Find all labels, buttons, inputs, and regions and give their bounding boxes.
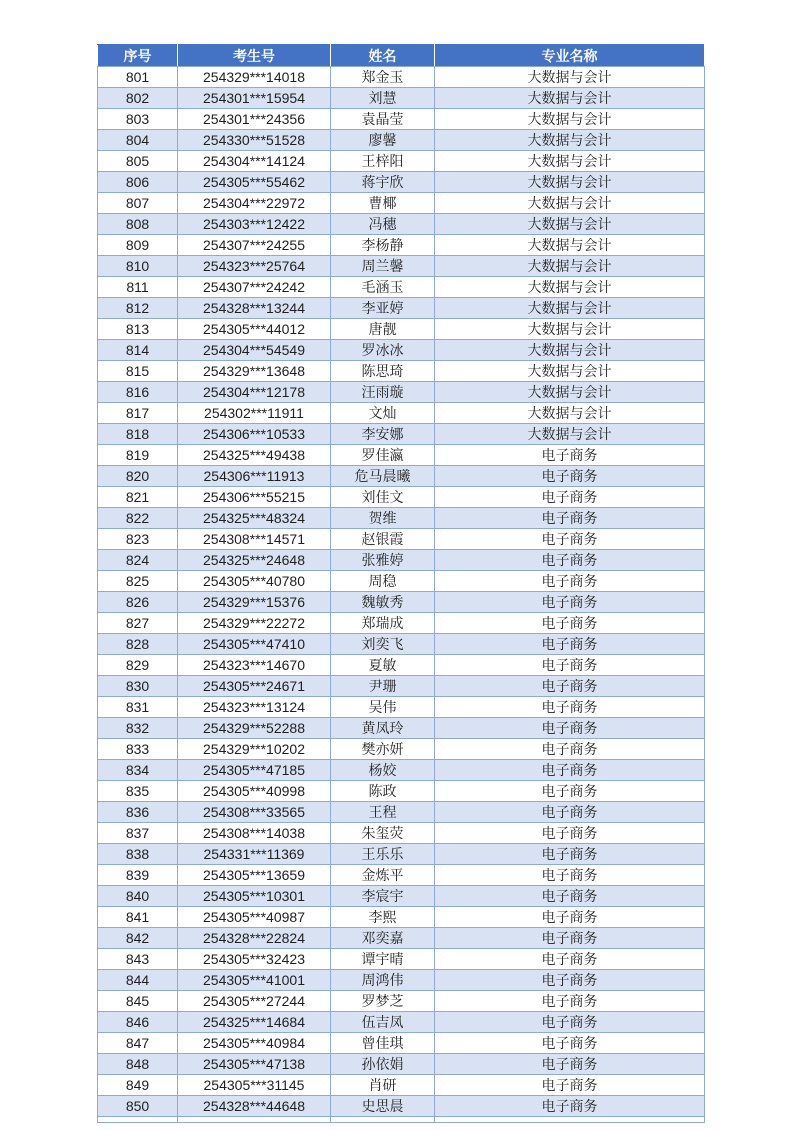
table-row bbox=[98, 361, 705, 382]
cell-serial-no: 805 bbox=[98, 151, 178, 172]
cell-major: 电子商务 bbox=[435, 1075, 705, 1096]
table-row bbox=[98, 970, 705, 991]
cell-serial-no: 835 bbox=[98, 781, 178, 802]
table-row bbox=[98, 508, 705, 529]
cell-serial-no: 814 bbox=[98, 340, 178, 361]
table-row bbox=[98, 277, 705, 298]
cell-serial-no: 838 bbox=[98, 844, 178, 865]
cell-candidate-id: 254305***47138 bbox=[178, 1054, 331, 1075]
cell-name: 曹椰 bbox=[331, 193, 435, 214]
table-row bbox=[98, 991, 705, 1012]
cell-candidate-id: 254306***10533 bbox=[178, 424, 331, 445]
cell-candidate-id: 254329***22272 bbox=[178, 613, 331, 634]
cell-serial-no: 840 bbox=[98, 886, 178, 907]
cell-candidate-id: 254305***27244 bbox=[178, 991, 331, 1012]
cell-candidate-id: 254325***14684 bbox=[178, 1012, 331, 1033]
header-cell-major: 专业名称 bbox=[435, 45, 705, 67]
cell-serial-no: 808 bbox=[98, 214, 178, 235]
candidate-list-table bbox=[97, 44, 705, 1123]
cell-major: 电子商务 bbox=[435, 508, 705, 529]
cell-name: 尹珊 bbox=[331, 676, 435, 697]
table-row bbox=[98, 676, 705, 697]
cell-name: 曾佳琪 bbox=[331, 1033, 435, 1054]
cell-candidate-id: 254305***40987 bbox=[178, 907, 331, 928]
cell-serial-no: 822 bbox=[98, 508, 178, 529]
table-body bbox=[98, 67, 705, 1123]
cell-major: 电子商务 bbox=[435, 865, 705, 886]
cell-serial-no: 812 bbox=[98, 298, 178, 319]
cell-serial-no: 843 bbox=[98, 949, 178, 970]
cell-candidate-id: 254330***51528 bbox=[178, 130, 331, 151]
cell-serial-no: 848 bbox=[98, 1054, 178, 1075]
cell-name: 李亚婷 bbox=[331, 298, 435, 319]
cell-major: 电子商务 bbox=[435, 487, 705, 508]
cell-candidate-id: 254308***14038 bbox=[178, 823, 331, 844]
cell-serial-no: 850 bbox=[98, 1096, 178, 1117]
cell-candidate-id: 254305***32423 bbox=[178, 949, 331, 970]
cell-major: 电子商务 bbox=[435, 676, 705, 697]
cell-serial-no: 827 bbox=[98, 613, 178, 634]
cell-major: 电子商务 bbox=[435, 697, 705, 718]
cell-candidate-id: 254323***13124 bbox=[178, 697, 331, 718]
table-row bbox=[98, 172, 705, 193]
cell-candidate-id: 254305***40984 bbox=[178, 1033, 331, 1054]
cell-serial-no: 806 bbox=[98, 172, 178, 193]
cell-name: 文灿 bbox=[331, 403, 435, 424]
cell-serial-no: 839 bbox=[98, 865, 178, 886]
cell-name: 李安娜 bbox=[331, 424, 435, 445]
cell-name: 陈政 bbox=[331, 781, 435, 802]
cell-name: 刘慧 bbox=[331, 88, 435, 109]
cell-major: 电子商务 bbox=[435, 823, 705, 844]
table-row bbox=[98, 340, 705, 361]
cell-name: 王梓阳 bbox=[331, 151, 435, 172]
cell-major: 电子商务 bbox=[435, 634, 705, 655]
table-row-clipped-partial bbox=[98, 1117, 705, 1123]
cell-major: 电子商务 bbox=[435, 529, 705, 550]
cell-candidate-id: 254306***11913 bbox=[178, 466, 331, 487]
cell-candidate-id: 254328***13244 bbox=[178, 298, 331, 319]
table-row bbox=[98, 928, 705, 949]
table-row bbox=[98, 823, 705, 844]
cell-name: 郑金玉 bbox=[331, 67, 435, 88]
cell-name: 王程 bbox=[331, 802, 435, 823]
cell-major: 电子商务 bbox=[435, 718, 705, 739]
cell-candidate-id: 254304***54549 bbox=[178, 340, 331, 361]
cell-major: 电子商务 bbox=[435, 949, 705, 970]
cell-serial-no: 844 bbox=[98, 970, 178, 991]
cell-major: 电子商务 bbox=[435, 445, 705, 466]
cell-name: 谭宇晴 bbox=[331, 949, 435, 970]
table-row bbox=[98, 88, 705, 109]
cell-candidate-id: 254329***14018 bbox=[178, 67, 331, 88]
cell-name: 唐靓 bbox=[331, 319, 435, 340]
cell-major: 电子商务 bbox=[435, 739, 705, 760]
cell-candidate-id: 254305***13659 bbox=[178, 865, 331, 886]
cell-serial-no: 801 bbox=[98, 67, 178, 88]
cell-major: 电子商务 bbox=[435, 907, 705, 928]
cell-candidate-id: 254305***24671 bbox=[178, 676, 331, 697]
table-row bbox=[98, 802, 705, 823]
cell-candidate-id: 254305***31145 bbox=[178, 1075, 331, 1096]
table-row bbox=[98, 130, 705, 151]
cell-name: 邓奕嘉 bbox=[331, 928, 435, 949]
cell-major: 电子商务 bbox=[435, 466, 705, 487]
cell-major: 电子商务 bbox=[435, 928, 705, 949]
table-row bbox=[98, 613, 705, 634]
cell-serial-no: 832 bbox=[98, 718, 178, 739]
cell-name: 李杨静 bbox=[331, 235, 435, 256]
cell-candidate-id: 254308***14571 bbox=[178, 529, 331, 550]
cell-major: 大数据与会计 bbox=[435, 235, 705, 256]
cell-major: 大数据与会计 bbox=[435, 67, 705, 88]
cell-name: 周鸿伟 bbox=[331, 970, 435, 991]
cell-serial-no: 830 bbox=[98, 676, 178, 697]
cell-candidate-id: 254328***22824 bbox=[178, 928, 331, 949]
cell-major: 电子商务 bbox=[435, 760, 705, 781]
cell-serial-no: 829 bbox=[98, 655, 178, 676]
cell-name: 蒋宇欣 bbox=[331, 172, 435, 193]
cell-major: 大数据与会计 bbox=[435, 424, 705, 445]
cell-candidate-id: 254325***49438 bbox=[178, 445, 331, 466]
cell-major: 大数据与会计 bbox=[435, 130, 705, 151]
cell-candidate-id: 254304***12178 bbox=[178, 382, 331, 403]
cell-name: 孙依娟 bbox=[331, 1054, 435, 1075]
cell-name: 黄凤玲 bbox=[331, 718, 435, 739]
cell-candidate-id: 254306***55215 bbox=[178, 487, 331, 508]
table-row bbox=[98, 67, 705, 88]
cell-name: 李宸宇 bbox=[331, 886, 435, 907]
cell-name: 伍吉凤 bbox=[331, 1012, 435, 1033]
table-row bbox=[98, 529, 705, 550]
cell-serial-no: 818 bbox=[98, 424, 178, 445]
table-row bbox=[98, 1033, 705, 1054]
cell-serial-no: 823 bbox=[98, 529, 178, 550]
cell-name: 金炼平 bbox=[331, 865, 435, 886]
cell-major bbox=[435, 1117, 705, 1123]
table-row bbox=[98, 571, 705, 592]
cell-serial-no: 836 bbox=[98, 802, 178, 823]
cell-candidate-id: 254305***40780 bbox=[178, 571, 331, 592]
cell-major: 电子商务 bbox=[435, 655, 705, 676]
cell-major: 电子商务 bbox=[435, 571, 705, 592]
cell-candidate-id: 254304***22972 bbox=[178, 193, 331, 214]
cell-candidate-id: 254323***14670 bbox=[178, 655, 331, 676]
cell-serial-no bbox=[98, 1117, 178, 1123]
header-cell-candidate-id: 考生号 bbox=[178, 45, 331, 67]
cell-major: 电子商务 bbox=[435, 844, 705, 865]
cell-serial-no: 813 bbox=[98, 319, 178, 340]
cell-serial-no: 841 bbox=[98, 907, 178, 928]
cell-name: 夏敏 bbox=[331, 655, 435, 676]
cell-major: 电子商务 bbox=[435, 802, 705, 823]
cell-candidate-id: 254329***15376 bbox=[178, 592, 331, 613]
cell-name: 周稳 bbox=[331, 571, 435, 592]
table-row bbox=[98, 298, 705, 319]
cell-major: 大数据与会计 bbox=[435, 256, 705, 277]
cell-major: 大数据与会计 bbox=[435, 277, 705, 298]
cell-candidate-id bbox=[178, 1117, 331, 1123]
table-header-row bbox=[98, 45, 705, 67]
table-row bbox=[98, 844, 705, 865]
cell-name: 罗梦芝 bbox=[331, 991, 435, 1012]
cell-name: 魏敏秀 bbox=[331, 592, 435, 613]
cell-name: 汪雨璇 bbox=[331, 382, 435, 403]
cell-major: 大数据与会计 bbox=[435, 193, 705, 214]
cell-candidate-id: 254307***24242 bbox=[178, 277, 331, 298]
cell-candidate-id: 254305***55462 bbox=[178, 172, 331, 193]
cell-major: 大数据与会计 bbox=[435, 382, 705, 403]
cell-serial-no: 809 bbox=[98, 235, 178, 256]
cell-candidate-id: 254329***13648 bbox=[178, 361, 331, 382]
cell-major: 电子商务 bbox=[435, 1096, 705, 1117]
cell-name: 郑瑞成 bbox=[331, 613, 435, 634]
table-row bbox=[98, 697, 705, 718]
cell-candidate-id: 254305***40998 bbox=[178, 781, 331, 802]
table-row bbox=[98, 214, 705, 235]
table-row bbox=[98, 739, 705, 760]
cell-major: 大数据与会计 bbox=[435, 109, 705, 130]
cell-serial-no: 837 bbox=[98, 823, 178, 844]
cell-candidate-id: 254307***24255 bbox=[178, 235, 331, 256]
cell-major: 电子商务 bbox=[435, 991, 705, 1012]
cell-major: 电子商务 bbox=[435, 1012, 705, 1033]
cell-candidate-id: 254328***44648 bbox=[178, 1096, 331, 1117]
cell-candidate-id: 254303***12422 bbox=[178, 214, 331, 235]
cell-serial-no: 816 bbox=[98, 382, 178, 403]
cell-name: 贺维 bbox=[331, 508, 435, 529]
cell-major: 大数据与会计 bbox=[435, 151, 705, 172]
cell-major: 电子商务 bbox=[435, 886, 705, 907]
cell-candidate-id: 254329***52288 bbox=[178, 718, 331, 739]
cell-serial-no: 825 bbox=[98, 571, 178, 592]
cell-serial-no: 828 bbox=[98, 634, 178, 655]
cell-name: 肖研 bbox=[331, 1075, 435, 1096]
cell-serial-no: 849 bbox=[98, 1075, 178, 1096]
cell-name: 毛涵玉 bbox=[331, 277, 435, 298]
cell-major: 电子商务 bbox=[435, 550, 705, 571]
cell-name: 吴伟 bbox=[331, 697, 435, 718]
table-row bbox=[98, 907, 705, 928]
cell-serial-no: 817 bbox=[98, 403, 178, 424]
cell-major: 大数据与会计 bbox=[435, 340, 705, 361]
table-row bbox=[98, 781, 705, 802]
table-row bbox=[98, 718, 705, 739]
cell-candidate-id: 254305***10301 bbox=[178, 886, 331, 907]
cell-name: 罗佳瀛 bbox=[331, 445, 435, 466]
table-row bbox=[98, 865, 705, 886]
table-row bbox=[98, 193, 705, 214]
cell-serial-no: 826 bbox=[98, 592, 178, 613]
cell-major: 电子商务 bbox=[435, 592, 705, 613]
cell-serial-no: 820 bbox=[98, 466, 178, 487]
cell-serial-no: 819 bbox=[98, 445, 178, 466]
cell-major: 大数据与会计 bbox=[435, 403, 705, 424]
cell-major: 电子商务 bbox=[435, 613, 705, 634]
table-row bbox=[98, 403, 705, 424]
table-row bbox=[98, 550, 705, 571]
table-row bbox=[98, 424, 705, 445]
cell-serial-no: 833 bbox=[98, 739, 178, 760]
cell-serial-no: 842 bbox=[98, 928, 178, 949]
table-row bbox=[98, 151, 705, 172]
table-row bbox=[98, 466, 705, 487]
cell-serial-no: 810 bbox=[98, 256, 178, 277]
cell-name: 廖馨 bbox=[331, 130, 435, 151]
cell-major: 大数据与会计 bbox=[435, 172, 705, 193]
cell-name: 赵银霞 bbox=[331, 529, 435, 550]
header-cell-name: 姓名 bbox=[331, 45, 435, 67]
cell-name: 史思晨 bbox=[331, 1096, 435, 1117]
cell-name: 樊亦妍 bbox=[331, 739, 435, 760]
cell-major: 大数据与会计 bbox=[435, 319, 705, 340]
cell-name: 李熙 bbox=[331, 907, 435, 928]
cell-serial-no: 807 bbox=[98, 193, 178, 214]
table-row bbox=[98, 1075, 705, 1096]
cell-name: 王乐乐 bbox=[331, 844, 435, 865]
table-row bbox=[98, 1012, 705, 1033]
cell-major: 电子商务 bbox=[435, 970, 705, 991]
cell-serial-no: 831 bbox=[98, 697, 178, 718]
table-row bbox=[98, 760, 705, 781]
cell-serial-no: 824 bbox=[98, 550, 178, 571]
table-row bbox=[98, 256, 705, 277]
table-row bbox=[98, 445, 705, 466]
cell-serial-no: 802 bbox=[98, 88, 178, 109]
cell-major: 大数据与会计 bbox=[435, 214, 705, 235]
cell-name: 刘佳文 bbox=[331, 487, 435, 508]
cell-serial-no: 811 bbox=[98, 277, 178, 298]
cell-serial-no: 834 bbox=[98, 760, 178, 781]
header-cell-serial-no: 序号 bbox=[98, 45, 178, 67]
table-row bbox=[98, 655, 705, 676]
table-row bbox=[98, 949, 705, 970]
cell-candidate-id: 254323***25764 bbox=[178, 256, 331, 277]
cell-serial-no: 815 bbox=[98, 361, 178, 382]
cell-name: 冯穗 bbox=[331, 214, 435, 235]
table-row bbox=[98, 235, 705, 256]
cell-serial-no: 846 bbox=[98, 1012, 178, 1033]
cell-candidate-id: 254305***47410 bbox=[178, 634, 331, 655]
cell-major: 电子商务 bbox=[435, 1033, 705, 1054]
cell-name: 周兰馨 bbox=[331, 256, 435, 277]
cell-name: 刘奕飞 bbox=[331, 634, 435, 655]
cell-candidate-id: 254305***41001 bbox=[178, 970, 331, 991]
cell-candidate-id: 254325***48324 bbox=[178, 508, 331, 529]
cell-major: 电子商务 bbox=[435, 1054, 705, 1075]
cell-name: 朱玺荧 bbox=[331, 823, 435, 844]
cell-candidate-id: 254305***47185 bbox=[178, 760, 331, 781]
table-row bbox=[98, 1096, 705, 1117]
table-row bbox=[98, 634, 705, 655]
cell-name: 杨姣 bbox=[331, 760, 435, 781]
cell-candidate-id: 254304***14124 bbox=[178, 151, 331, 172]
cell-candidate-id: 254301***15954 bbox=[178, 88, 331, 109]
table-row bbox=[98, 109, 705, 130]
cell-serial-no: 803 bbox=[98, 109, 178, 130]
cell-candidate-id: 254331***11369 bbox=[178, 844, 331, 865]
cell-name: 罗冰冰 bbox=[331, 340, 435, 361]
table-row bbox=[98, 319, 705, 340]
cell-candidate-id: 254329***10202 bbox=[178, 739, 331, 760]
table-row bbox=[98, 592, 705, 613]
cell-major: 电子商务 bbox=[435, 781, 705, 802]
cell-serial-no: 804 bbox=[98, 130, 178, 151]
cell-major: 大数据与会计 bbox=[435, 88, 705, 109]
cell-name: 危马晨曦 bbox=[331, 466, 435, 487]
table-row bbox=[98, 1054, 705, 1075]
table-row bbox=[98, 382, 705, 403]
cell-candidate-id: 254308***33565 bbox=[178, 802, 331, 823]
cell-serial-no: 821 bbox=[98, 487, 178, 508]
cell-serial-no: 847 bbox=[98, 1033, 178, 1054]
table-row bbox=[98, 487, 705, 508]
cell-major: 大数据与会计 bbox=[435, 361, 705, 382]
cell-serial-no: 845 bbox=[98, 991, 178, 1012]
cell-major: 大数据与会计 bbox=[435, 298, 705, 319]
cell-candidate-id: 254301***24356 bbox=[178, 109, 331, 130]
cell-candidate-id: 254325***24648 bbox=[178, 550, 331, 571]
table-row bbox=[98, 886, 705, 907]
cell-candidate-id: 254305***44012 bbox=[178, 319, 331, 340]
cell-name: 张雅婷 bbox=[331, 550, 435, 571]
cell-candidate-id: 254302***11911 bbox=[178, 403, 331, 424]
cell-name: 袁晶莹 bbox=[331, 109, 435, 130]
cell-name: 陈思琦 bbox=[331, 361, 435, 382]
cell-name bbox=[331, 1117, 435, 1123]
